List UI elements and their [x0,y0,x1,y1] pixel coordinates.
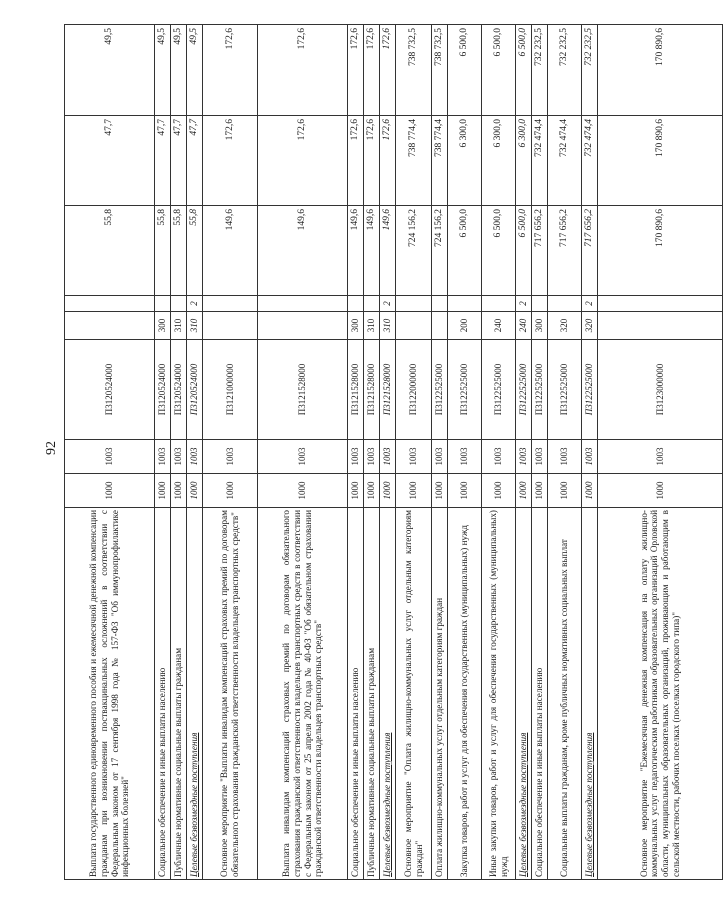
budget-table-container [64,25,681,880]
row-value-year-2: 172,6 [348,116,364,206]
row-value-year-3: 732 232,5 [548,25,582,116]
row-source-code [258,296,348,312]
row-value-year-1: 149,6 [203,206,258,296]
row-value-year-1: 717 656,2 [548,206,582,296]
row-value-year-3: 49,5 [171,25,187,116]
row-subsection: 1003 [432,440,448,474]
row-target-article: П3120524000 [187,340,203,440]
row-value-year-3: 170 890,6 [598,25,723,116]
row-source-code: 2 [187,296,203,312]
row-value-year-2: 170 890,6 [598,116,723,206]
row-subsection: 1003 [516,440,532,474]
row-expense-type [65,312,155,340]
row-value-year-3: 49,5 [155,25,171,116]
row-subsection: 1003 [598,440,723,474]
row-value-year-1: 717 656,2 [532,206,548,296]
budget-table-body [65,25,723,880]
row-value-year-1: 55,8 [171,206,187,296]
row-target-article: П3122525000 [532,340,548,440]
row-section: 1000 [203,474,258,508]
row-expense-type: 320 [548,312,582,340]
row-section: 1000 [65,474,155,508]
table-row [364,25,380,880]
table-row [65,25,155,880]
row-value-year-2: 172,6 [258,116,348,206]
row-target-article: П3120524000 [171,340,187,440]
row-subsection: 1003 [171,440,187,474]
row-section: 1000 [548,474,582,508]
table-row [548,25,582,880]
row-value-year-3: 732 232,5 [582,25,598,116]
row-value-year-2: 47,7 [171,116,187,206]
row-value-year-3: 6 500,0 [448,25,482,116]
row-expense-type [432,312,448,340]
table-row [432,25,448,880]
row-section: 1000 [187,474,203,508]
row-subsection: 1003 [482,440,516,474]
rotated-table-frame [64,25,681,880]
row-value-year-2: 47,7 [187,116,203,206]
row-name: Социальное обеспечение и иные выплаты населению [532,508,548,880]
table-row [171,25,187,880]
row-expense-type [203,312,258,340]
row-expense-type: 300 [155,312,171,340]
row-name: Закупка товаров, работ и услуг для обеспечения государственных (муниципальных) нужд [448,508,482,880]
row-subsection: 1003 [203,440,258,474]
row-value-year-2: 172,6 [203,116,258,206]
row-subsection: 1003 [258,440,348,474]
row-value-year-3: 49,5 [187,25,203,116]
row-value-year-1: 6 500,0 [448,206,482,296]
row-value-year-2: 732 474,4 [548,116,582,206]
row-expense-type: 310 [380,312,396,340]
row-section: 1000 [582,474,598,508]
row-expense-type: 240 [516,312,532,340]
row-value-year-1: 6 500,0 [482,206,516,296]
row-target-article: П3122525000 [432,340,448,440]
row-source-code [65,296,155,312]
row-name: Основное мероприятие "Оплата жилищно-коммунальных услуг отдельным категориям граждан" [396,508,432,880]
row-target-article: П3122000000 [396,340,432,440]
row-section: 1000 [396,474,432,508]
row-section: 1000 [364,474,380,508]
row-value-year-2: 6 300,0 [516,116,532,206]
row-value-year-2: 47,7 [155,116,171,206]
row-value-year-3: 49,5 [65,25,155,116]
row-section: 1000 [482,474,516,508]
row-target-article: П3120524000 [65,340,155,440]
row-expense-type: 300 [532,312,548,340]
row-value-year-3: 172,6 [203,25,258,116]
table-row [448,25,482,880]
row-source-code [448,296,482,312]
row-name: Публичные нормативные социальные выплаты гражданам [364,508,380,880]
row-value-year-1: 149,6 [380,206,396,296]
row-subsection: 1003 [548,440,582,474]
row-value-year-3: 732 232,5 [532,25,548,116]
row-target-article: П3122525000 [448,340,482,440]
row-expense-type [396,312,432,340]
table-row [187,25,203,880]
row-value-year-1: 149,6 [348,206,364,296]
row-name: Основное мероприятие "Выплаты инвалидам компенсаций страховых премий по договорам обязательного страхования гражданской ответственности владельцев транспортных средств" [203,508,258,880]
row-subsection: 1003 [532,440,548,474]
table-row [348,25,364,880]
row-target-article: П3120524000 [155,340,171,440]
row-source-code [482,296,516,312]
row-source-code [155,296,171,312]
row-value-year-1: 55,8 [187,206,203,296]
row-name: Социальное обеспечение и иные выплаты населению [155,508,171,880]
row-target-article: П3121528000 [364,340,380,440]
row-section: 1000 [598,474,723,508]
row-section: 1000 [432,474,448,508]
budget-table [64,24,723,880]
row-value-year-1: 717 656,2 [582,206,598,296]
row-section: 1000 [258,474,348,508]
row-target-article: П3122525000 [482,340,516,440]
row-target-article: П3122525000 [582,340,598,440]
row-value-year-2: 738 774,4 [432,116,448,206]
table-row [155,25,171,880]
row-expense-type: 240 [482,312,516,340]
row-subsection: 1003 [582,440,598,474]
row-target-article: П3122525000 [516,340,532,440]
table-row [516,25,532,880]
row-section: 1000 [532,474,548,508]
row-section: 1000 [348,474,364,508]
row-expense-type: 300 [348,312,364,340]
row-section: 1000 [171,474,187,508]
row-value-year-1: 55,8 [155,206,171,296]
row-expense-type: 310 [187,312,203,340]
row-source-code [548,296,582,312]
row-subsection: 1003 [155,440,171,474]
row-source-code [532,296,548,312]
row-value-year-3: 172,6 [380,25,396,116]
row-value-year-1: 724 156,2 [432,206,448,296]
row-name: Выплата государственного единовременного пособия и ежемесячной денежной компенсации гражданам при возникновении поствакцинальных осложнений в соответствии с Федеральным законом от 17 сентября 1998 года № 157-ФЗ "Об иммунопрофилактике инфекционных болезней" [65,508,155,880]
row-value-year-3: 738 732,5 [432,25,448,116]
page-number: 92 [44,441,59,455]
row-value-year-1: 724 156,2 [396,206,432,296]
row-section: 1000 [448,474,482,508]
row-section: 1000 [516,474,532,508]
row-expense-type: 320 [582,312,598,340]
row-value-year-3: 6 500,0 [516,25,532,116]
row-target-article: П3122525000 [548,340,582,440]
row-name: Социальные выплаты гражданам, кроме публичных нормативных социальных выплат [548,508,582,880]
table-row [380,25,396,880]
row-source-code: 2 [516,296,532,312]
row-value-year-1: 149,6 [258,206,348,296]
row-value-year-2: 738 774,4 [396,116,432,206]
row-value-year-2: 47,7 [65,116,155,206]
row-target-article: П3121528000 [380,340,396,440]
row-source-code [171,296,187,312]
row-source-code [203,296,258,312]
row-name: Публичные нормативные социальные выплаты гражданам [171,508,187,880]
row-target-article: П3121528000 [348,340,364,440]
table-row [532,25,548,880]
table-row [482,25,516,880]
row-value-year-3: 738 732,5 [396,25,432,116]
row-target-article: П3121528000 [258,340,348,440]
row-expense-type: 200 [448,312,482,340]
row-name: Целевые безвозмездные поступления [380,508,396,880]
row-expense-type [258,312,348,340]
table-row [598,25,723,880]
row-subsection: 1003 [380,440,396,474]
row-value-year-2: 6 300,0 [448,116,482,206]
row-target-article: П3121000000 [203,340,258,440]
row-value-year-2: 6 300,0 [482,116,516,206]
row-expense-type: 310 [364,312,380,340]
table-row [396,25,432,880]
row-source-code: 2 [582,296,598,312]
row-source-code [348,296,364,312]
row-value-year-1: 6 500,0 [516,206,532,296]
row-value-year-3: 172,6 [348,25,364,116]
row-value-year-2: 732 474,4 [532,116,548,206]
row-subsection: 1003 [187,440,203,474]
row-value-year-2: 732 474,4 [582,116,598,206]
row-name: Целевые безвозмездные поступления [187,508,203,880]
table-row [203,25,258,880]
row-name: Социальное обеспечение и иные выплаты населению [348,508,364,880]
row-source-code [364,296,380,312]
row-name: Основное мероприятие "Ежемесячная денежная компенсация на оплату жилищно-коммунальных услуг педагогическим работникам образовательных организаций Орловской области, муниципальных образовательных организаций, проживающим и работающим в сельской местности, рабочих поселках (поселках городского типа)" [598,508,723,880]
row-name: Целевые безвозмездные поступления [516,508,532,880]
row-name: Выплата инвалидам компенсаций страховых премий по договорам обязательного страхования гражданской ответственности владельцев транспортных средств в соответствии с Федеральным законом от 25 апреля 2002 года № 40-ФЗ "Об обязательном страховании гражданской ответственности владельцев транспортных средств" [258,508,348,880]
row-section: 1000 [380,474,396,508]
row-source-code [432,296,448,312]
row-value-year-1: 55,8 [65,206,155,296]
table-row [582,25,598,880]
row-value-year-3: 172,6 [258,25,348,116]
row-subsection: 1003 [396,440,432,474]
row-source-code [396,296,432,312]
table-row [258,25,348,880]
row-value-year-3: 172,6 [364,25,380,116]
row-value-year-2: 172,6 [364,116,380,206]
row-target-article: П3123000000 [598,340,723,440]
row-subsection: 1003 [364,440,380,474]
row-expense-type: 310 [171,312,187,340]
row-value-year-1: 170 890,6 [598,206,723,296]
row-value-year-1: 149,6 [364,206,380,296]
row-source-code [598,296,723,312]
row-subsection: 1003 [448,440,482,474]
row-subsection: 1003 [348,440,364,474]
row-source-code: 2 [380,296,396,312]
row-name: Оплата жилищно-коммунальных услуг отдельным категориям граждан [432,508,448,880]
row-subsection: 1003 [65,440,155,474]
row-value-year-3: 6 500,0 [482,25,516,116]
row-value-year-2: 172,6 [380,116,396,206]
row-section: 1000 [155,474,171,508]
row-expense-type [598,312,723,340]
row-name: Иные закупки товаров, работ и услуг для обеспечения государственных (муниципальных) нужд [482,508,516,880]
row-name: Целевые безвозмездные поступления [582,508,598,880]
